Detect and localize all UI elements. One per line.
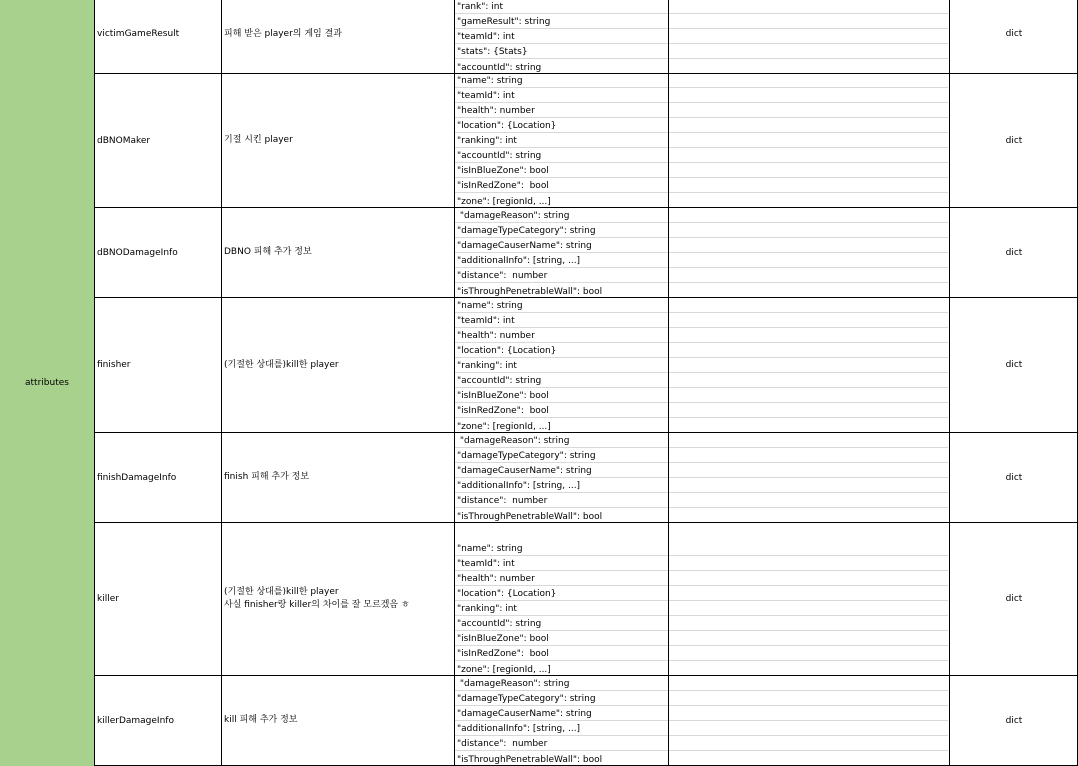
attribute-name-cell[interactable]: dBNODamageInfo [97,247,178,258]
field-entry[interactable] [455,493,948,508]
field-text: "isInRedZone": bool [457,406,549,416]
field-text: "accountId": string [457,376,542,386]
field-text: "isInBlueZone": bool [457,634,549,644]
attribute-name-cell[interactable]: victimGameResult [97,29,180,39]
field-text: "teamId": int [457,316,515,326]
field-entry[interactable] [455,721,948,736]
table-row [94,208,1078,298]
field-text: "damageCauserName": string [457,709,592,719]
group-label: attributes [25,378,69,388]
field-entry[interactable] [455,74,948,88]
table-row [94,433,1078,523]
column-divider [668,0,669,766]
field-text: "damageTypeCategory": string [457,226,596,236]
field-entry[interactable] [455,208,948,223]
attribute-name-cell[interactable]: finisher [97,360,131,370]
field-text: "name": string [457,76,523,86]
field-text: "name": string [457,301,523,311]
description-lines [224,134,293,147]
field-entry[interactable] [455,616,948,631]
description-cell[interactable] [222,208,454,297]
field-text: "gameResult": string [457,17,551,27]
field-entry[interactable] [455,676,948,691]
field-text: "ranking": int [457,361,517,371]
field-text: "isInBlueZone": bool [457,391,549,401]
type-cell[interactable]: dict [1005,29,1023,39]
field-text: "additionalInfo": [string, ...] [457,724,581,734]
field-entry[interactable] [455,163,948,178]
description-line: 피해 받은 player의 게임 결과 [224,28,342,39]
field-text: "damageCauserName": string [457,466,592,476]
field-text: "location": {Location} [457,589,557,599]
field-entry[interactable] [455,478,948,493]
attribute-name-cell[interactable]: killer [97,594,119,604]
field-entry[interactable] [455,523,948,556]
fields-cell[interactable] [455,676,667,765]
table-row [94,523,1078,676]
field-text: "damageReason": string [457,211,570,221]
type-cell[interactable]: dict [1005,594,1023,604]
table-row [94,74,1078,208]
description-lines [224,28,342,41]
fields-cell[interactable] [455,74,667,207]
field-entry[interactable] [455,88,948,103]
field-text: "isThroughPenetrableWall": bool [457,287,603,297]
description-cell[interactable] [222,74,454,207]
field-entry[interactable] [455,223,948,238]
field-entry[interactable] [455,388,948,403]
field-entry[interactable] [455,268,948,283]
field-text: "damageCauserName": string [457,241,592,251]
description-line: DBNO 피해 추가 정보 [224,247,312,257]
description-lines [224,246,312,259]
field-entry[interactable] [455,298,948,313]
field-entry[interactable] [455,178,948,193]
field-text: "teamId": int [457,91,515,101]
table-row [94,0,1078,74]
field-text: "health": number [457,574,535,584]
column-divider [949,0,950,766]
field-entry[interactable] [455,571,948,586]
field-entry[interactable] [455,601,948,616]
type-cell[interactable]: dict [1005,135,1023,146]
type-cell[interactable]: dict [1005,472,1023,483]
field-entry[interactable] [455,238,948,253]
field-text: "damageTypeCategory": string [457,694,596,704]
field-entry[interactable] [455,631,948,646]
table-row [94,676,1078,766]
description-line: (기절한 상대를)kill한 player [224,359,339,370]
field-entry[interactable] [455,706,948,721]
field-text: "isInRedZone": bool [457,649,549,659]
fields-cell[interactable] [455,298,667,432]
field-entry[interactable] [455,661,948,676]
field-text: "damageTypeCategory": string [457,451,596,461]
field-text: "rank": int [457,2,504,12]
field-text: "distance": number [457,739,548,749]
description-line: finish 피해 추가 정보 [224,472,310,482]
field-entry[interactable] [455,403,948,418]
column-divider [454,0,455,766]
description-line: (기절한 상대를)kill한 player [224,587,339,597]
description-lines [224,586,410,612]
field-text: "health": number [457,106,535,116]
field-entry[interactable] [455,418,948,433]
description-lines [224,471,309,484]
field-text: "ranking": int [457,604,517,614]
field-entry[interactable] [455,328,948,343]
field-entry[interactable] [455,556,948,571]
field-entry[interactable] [455,59,948,74]
field-entry[interactable] [455,373,948,388]
field-entry[interactable] [455,433,948,448]
type-cell[interactable]: dict [1005,247,1023,258]
field-text: "damageReason": string [457,679,570,689]
column-divider [94,0,95,766]
group-cell-attributes[interactable] [0,0,94,766]
field-text: "isInRedZone": bool [457,181,549,191]
field-entry[interactable] [455,148,948,163]
description-lines [224,714,297,727]
field-entry[interactable] [455,313,948,328]
type-cell[interactable]: dict [1005,715,1023,726]
field-entry[interactable] [455,586,948,601]
field-entry[interactable] [455,448,948,463]
field-entry[interactable] [455,463,948,478]
field-text: "teamId": int [457,32,515,42]
description-cell[interactable] [222,0,454,73]
column-divider [221,0,222,766]
field-text: "isThroughPenetrableWall": bool [457,512,603,522]
field-text: "additionalInfo": [string, ...] [457,256,581,266]
field-text: "distance": number [457,271,548,281]
description-line: 기절 시킨 player [224,135,293,145]
field-text: "accountId": string [457,63,542,73]
field-text: "name": string [457,544,523,554]
field-text: "zone": [regionId, ...] [457,197,551,207]
type-cell[interactable]: dict [1005,360,1023,370]
field-entry[interactable] [455,14,948,29]
field-entry[interactable] [455,0,948,14]
field-text: "isThroughPenetrableWall": bool [457,755,603,765]
table-row [94,298,1078,433]
field-entry[interactable] [455,751,948,766]
field-entry[interactable] [455,283,948,298]
field-text: "zone": [regionId, ...] [457,665,551,675]
description-lines [224,359,339,372]
field-text: "location": {Location} [457,121,557,131]
field-entry[interactable] [455,358,948,373]
field-entry[interactable] [455,133,948,148]
field-entry[interactable] [455,118,948,133]
fields-cell[interactable] [455,523,667,675]
fields-cell[interactable] [455,433,667,522]
description-cell[interactable] [222,523,454,675]
description-line: kill 피해 추가 정보 [224,715,298,725]
description-cell[interactable] [222,433,454,522]
field-entry[interactable] [455,29,948,44]
field-text: "isInBlueZone": bool [457,166,549,176]
field-text: "damageReason": string [457,436,570,446]
description-cell[interactable] [222,298,454,432]
field-text: "teamId": int [457,559,515,569]
field-entry[interactable] [455,343,948,358]
description-line: 사실 finisher랑 killer의 차이를 잘 모르겠음 ㅎ [224,600,410,610]
fields-cell[interactable] [455,0,667,73]
field-text: "location": {Location} [457,346,557,356]
field-entry[interactable] [455,691,948,706]
attribute-name-cell[interactable]: dBNOMaker [97,135,151,146]
field-entry[interactable] [455,44,948,59]
field-entry[interactable] [455,103,948,118]
field-text: "distance": number [457,496,548,506]
field-entry[interactable] [455,253,948,268]
attribute-name-cell[interactable]: killerDamageInfo [97,715,174,726]
field-text: "zone": [regionId, ...] [457,422,551,432]
description-cell[interactable] [222,676,454,765]
fields-cell[interactable] [455,208,667,297]
field-entry[interactable] [455,646,948,661]
field-text: "accountId": string [457,619,542,629]
field-entry[interactable] [455,736,948,751]
field-text: "stats": {Stats} [457,47,528,57]
field-text: "accountId": string [457,151,542,161]
field-entry[interactable] [455,193,948,208]
field-text: "ranking": int [457,136,517,146]
attribute-name-cell[interactable]: finishDamageInfo [97,472,177,483]
field-text: "additionalInfo": [string, ...] [457,481,581,491]
field-entry[interactable] [455,508,948,523]
field-text: "health": number [457,331,535,341]
